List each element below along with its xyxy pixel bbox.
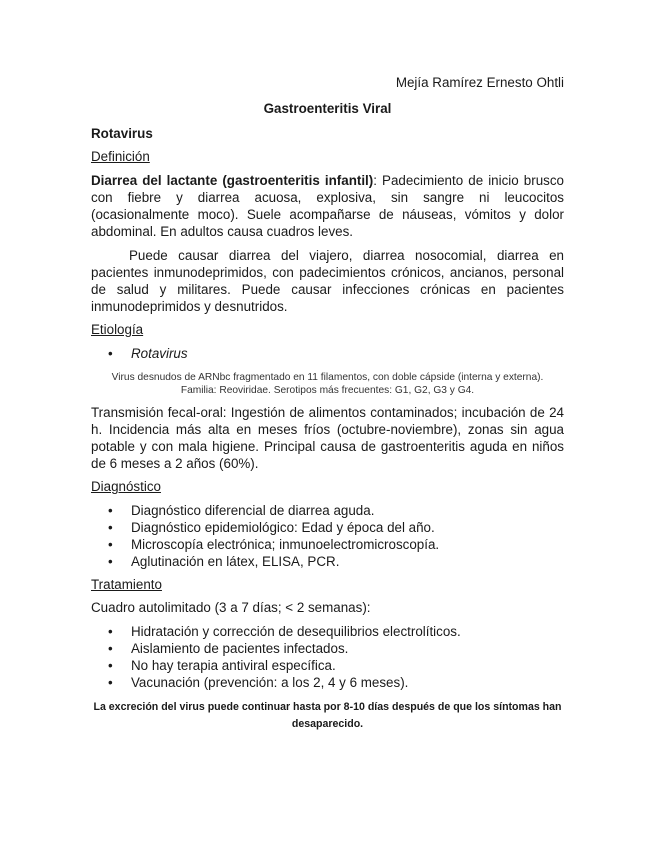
list-item-text: Aislamiento de pacientes infectados. (131, 641, 349, 656)
bullet-icon: • (108, 675, 113, 690)
bullet-icon: • (108, 658, 113, 673)
bullet-icon: • (108, 503, 113, 518)
list-item (91, 640, 564, 657)
etiologia-heading: Etiología (91, 322, 144, 337)
tratamiento-intro: Cuadro autolimitado (3 a 7 días; < 2 semanas): (91, 600, 371, 615)
bullet-icon: • (108, 624, 113, 639)
list-item-text: Diagnóstico epidemiológico: Edad y época del año. (131, 520, 435, 535)
bullet-icon: • (108, 537, 113, 552)
tratamiento-heading: Tratamiento (91, 577, 162, 592)
bullet-icon: • (108, 554, 113, 569)
document-body (91, 74, 564, 733)
list-item-text: Rotavirus (131, 346, 188, 361)
list-item-text: Microscopía electrónica; inmunoelectromicroscopía. (131, 537, 440, 552)
etiologia-note-line-1: Virus desnudos de ARNbc fragmentado en 11 filamentos, con doble cápside (interna y externa). (111, 372, 544, 383)
definicion-heading: Definición (91, 149, 150, 164)
etiologia-note-line-2: Familia: Reoviridae. Serotipos más frecuentes: G1, G2, G3 y G4. (180, 385, 475, 396)
etiologia-note (91, 371, 564, 397)
subject-heading: Rotavirus (91, 126, 153, 141)
tratamiento-list (91, 623, 564, 691)
list-item (91, 657, 564, 674)
list-item (91, 674, 564, 691)
author-name: Mejía Ramírez Ernesto Ohtli (395, 75, 564, 90)
list-item (91, 345, 564, 362)
list-item-text: Vacunación (prevención: a los 2, 4 y 6 meses). (131, 675, 409, 690)
definicion-paragraph-2: Puede causar diarrea del viajero, diarrea nosocomial, diarrea en pacientes inmunodeprimidos, con padecimientos crónicos, ancianos, personal de salud y militares. Puede causar infecciones crónicas en pacientes inmunodeprimidos y desnutridos. (91, 248, 564, 314)
bullet-icon: • (108, 520, 113, 535)
bullet-icon: • (108, 346, 113, 361)
diagnostico-list (91, 502, 564, 570)
definicion-text: : Padecimiento de inicio brusco con fiebre y diarrea acuosa, explosiva, sin sangre ni leucocitos (ocasionalmente moco). Suele acompañarse de náuseas, vómitos y dolor abdominal. En adultos causa cuadros leves. (91, 173, 564, 239)
document-title: Gastroenteritis Viral (263, 101, 392, 116)
list-item (91, 536, 564, 553)
list-item-text: Hidratación y corrección de desequilibrios electrolíticos. (131, 624, 461, 639)
list-item (91, 553, 564, 570)
list-item (91, 502, 564, 519)
list-item (91, 623, 564, 640)
list-item (91, 519, 564, 536)
diagnostico-heading: Diagnóstico (91, 479, 161, 494)
closing-note: La excreción del virus puede continuar hasta por 8-10 días después de que los síntomas han desaparecido. (93, 701, 562, 730)
etiologia-paragraph: Transmisión fecal-oral: Ingestión de alimentos contaminados; incubación de 24 h. Incidencia más alta en meses fríos (octubre-noviembre), zonas sin agua potable y con mala higiene. Principal causa de gastroenteritis aguda en niños de 6 meses a 2 años (60%). (91, 405, 564, 471)
list-item-text: Diagnóstico diferencial de diarrea aguda. (131, 503, 375, 518)
etiologia-list (91, 345, 564, 362)
list-item-text: Aglutinación en látex, ELISA, PCR. (131, 554, 340, 569)
bullet-icon: • (108, 641, 113, 656)
list-item-text: No hay terapia antiviral específica. (131, 658, 336, 673)
definicion-term: Diarrea del lactante (gastroenteritis infantil) (91, 173, 374, 188)
definicion-paragraph (91, 172, 564, 240)
